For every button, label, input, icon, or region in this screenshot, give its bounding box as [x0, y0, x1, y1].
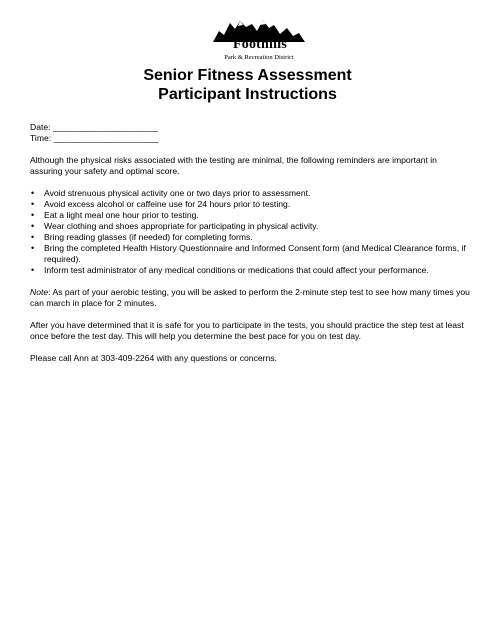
date-field	[30, 122, 470, 133]
document-body	[30, 122, 470, 364]
time-field	[30, 133, 470, 144]
time-blank: ______________________	[53, 133, 159, 143]
logo-subtitle: Park & Recreation District	[224, 54, 294, 61]
reminder-item: • Avoid strenuous physical activity one or two days prior to assessment.	[30, 188, 470, 199]
foothills-logo	[199, 14, 319, 66]
date-label: Date:	[30, 122, 51, 132]
reminders-list	[30, 188, 470, 276]
note-text: : As part of your aerobic testing, you will be asked to perform the 2-minute step test to see how many times you can march in place for 2 minutes.	[30, 287, 470, 308]
title-line-1: Senior Fitness Assessment	[143, 67, 352, 84]
date-blank: ______________________	[52, 122, 159, 132]
practice-paragraph: After you have determined that it is safe for you to participate in the tests, you should practice the step test at least once before the test day. This will help you determine the best pace for you on test day.	[30, 320, 464, 341]
note-label: Note	[30, 287, 49, 297]
logo-name: Foothills	[233, 37, 287, 52]
note-paragraph	[30, 287, 470, 309]
reminder-item: • Eat a light meal one hour prior to testing.	[30, 210, 470, 221]
page-title	[0, 66, 495, 104]
reminder-item: • Wear clothing and shoes appropriate for participating in physical activity.	[30, 221, 470, 232]
reminder-item: • Avoid excess alcohol or caffeine use for 24 hours prior to testing.	[30, 199, 470, 210]
intro-paragraph: Although the physical risks associated with the testing are minimal, the following reminders are important in assuring your safety and optimal score.	[30, 155, 437, 176]
reminder-item: • Inform test administrator of any medical conditions or medications that could affect your performance.	[30, 265, 470, 276]
reminder-item: • Bring reading glasses (if needed) for completing forms.	[30, 232, 470, 243]
reminder-item: • Bring the completed Health History Questionnaire and Informed Consent form (and Medical Clearance forms, if required).	[30, 243, 470, 265]
contact-paragraph: Please call Ann at 303-409-2264 with any questions or concerns.	[30, 353, 277, 363]
title-line-2: Participant Instructions	[158, 86, 337, 103]
time-label: Time:	[30, 133, 52, 143]
